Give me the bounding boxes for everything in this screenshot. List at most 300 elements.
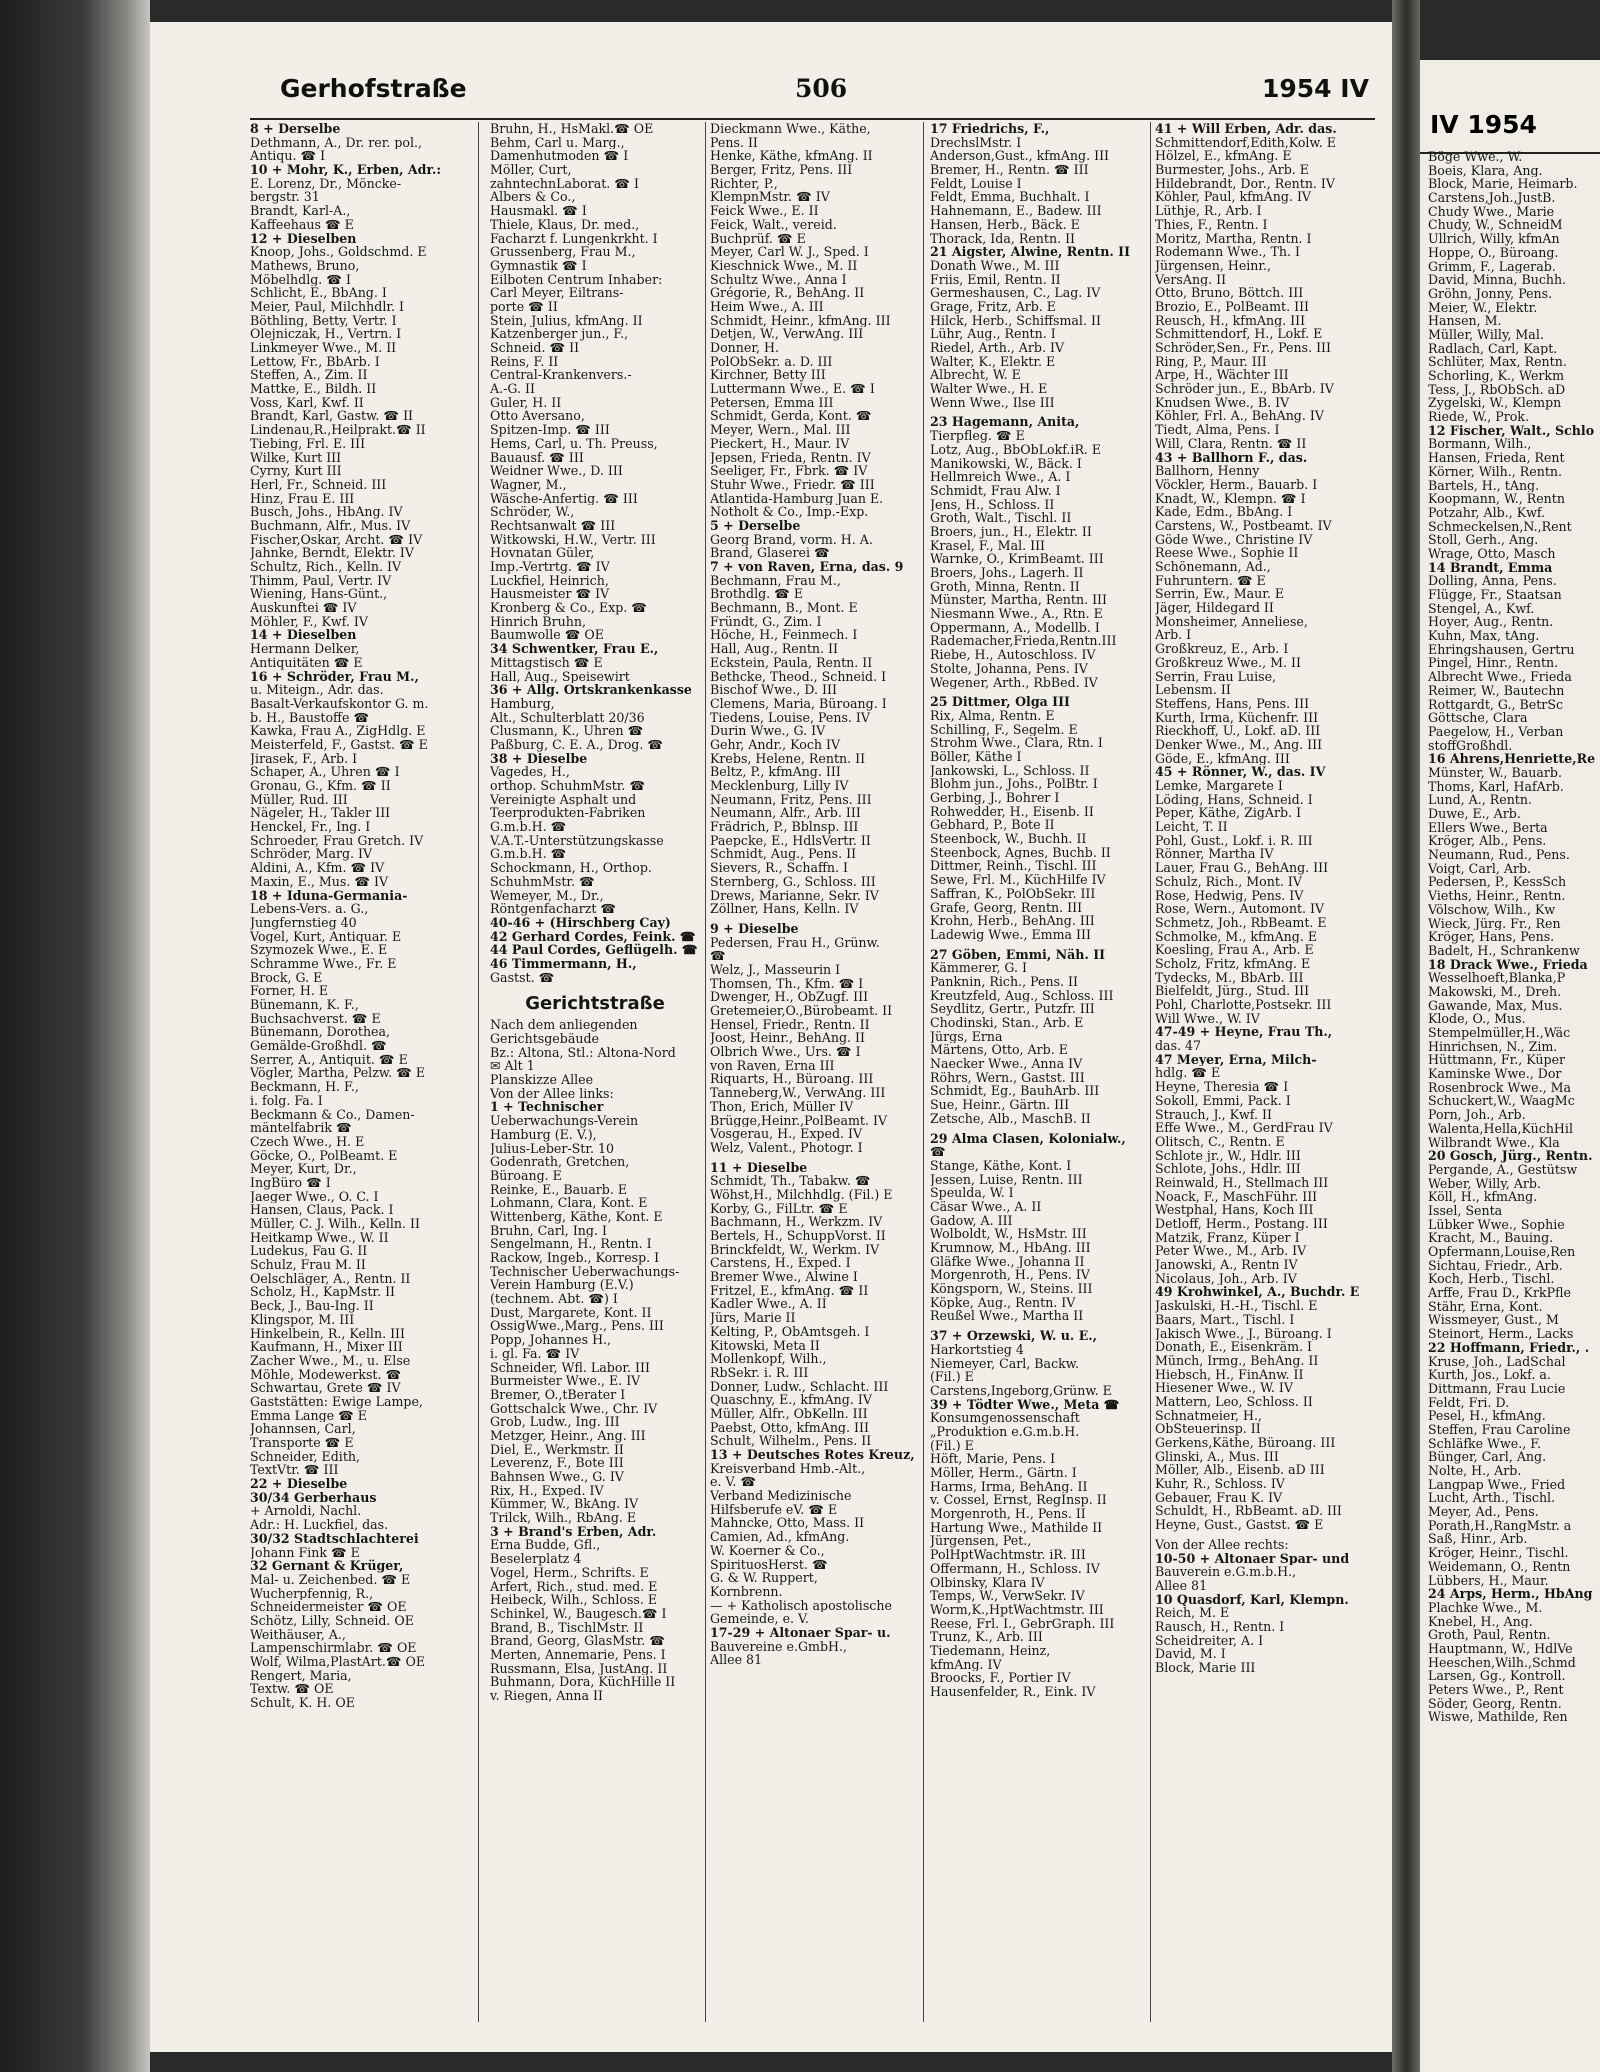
resident-entry: Bachmann, H., Werkzm. IV [710, 1215, 883, 1229]
resident-entry: Voigt, Carl, Arb. [1428, 861, 1532, 876]
resident-entry: Feldt, Emma, Buchhalt. I [930, 190, 1090, 205]
resident-entry: Sichtau, Friedr., Arb. [1428, 1258, 1563, 1273]
resident-entry: Seeliger, Fr., Fbrk. ☎ IV [710, 464, 868, 478]
resident-entry: Rademacher,Frieda,Rentn.III [930, 634, 1117, 649]
resident-entry: Offermann, H., Schloss. IV [930, 1561, 1100, 1576]
resident-entry: Porath,H.,RangMstr. a [1428, 1518, 1572, 1533]
resident-entry: Krohn, Herb., BehAng. III [930, 914, 1095, 928]
resident-entry: Donner, Ludw., Schlacht. III [710, 1379, 889, 1394]
resident-entry: Knadt, W., Klempn. ☎ I [1155, 491, 1306, 506]
resident-entry: Witkowski, H.W., Vertr. III [490, 532, 656, 547]
resident-entry: Ellers Wwe., Berta [1428, 820, 1548, 835]
resident-entry: Hall, Aug., Rentn. II [710, 642, 839, 656]
address-heading: 39 + Tödter Wwe., Meta ☎ [930, 1397, 1120, 1412]
resident-entry: Walenta,Hella,KüchHil [1428, 1121, 1573, 1136]
resident-entry: Meyer, Carl W. J., Sped. I [710, 245, 869, 259]
resident-entry: + Arnoldi, Nachl. [250, 1504, 362, 1519]
resident-entry: Söder, Georg, Rentn. [1428, 1696, 1562, 1711]
resident-entry: Voss, Karl, Kwf. II [250, 395, 364, 410]
resident-entry: Eckstein, Paula, Rentn. II [710, 655, 873, 670]
resident-entry: Burmester, Johs., Arb. E [1155, 163, 1309, 177]
resident-entry: Ballhorn, Henny [1155, 464, 1260, 478]
resident-entry: Wegener, Arth., RbBed. IV [930, 675, 1098, 690]
resident-entry: Schmolke, M., kfmAng. E [1155, 929, 1318, 944]
resident-entry: (Fil.) E [930, 1370, 974, 1384]
resident-entry: Antiqu. ☎ I [250, 149, 326, 164]
resident-entry: Rose, Wern., Automont. IV [1155, 902, 1325, 916]
resident-entry: Hamburg, [490, 696, 555, 711]
resident-entry: Vieths, Heinr., Rentn. [1428, 889, 1566, 903]
address-heading: 46 Timmermann, H., [490, 956, 637, 971]
resident-entry: Märtens, Otto, Arb. E [930, 1043, 1068, 1058]
resident-entry: Germeshausen, C., Lag. IV [930, 286, 1101, 300]
resident-entry: Basalt-Verkaufskontor G. m. [250, 696, 429, 711]
resident-entry: Hinz, Frau E. III [250, 491, 355, 506]
resident-entry: Welz, J., Masseurin I [710, 962, 841, 977]
resident-entry: Wilke, Kurt III [250, 450, 342, 465]
resident-entry: Welz, Valent., Photogr. I [710, 1140, 863, 1155]
resident-entry: Denker Wwe., M., Ang. III [1155, 737, 1323, 752]
resident-entry: Stoll, Gerh., Ang. [1428, 533, 1539, 547]
resident-entry: Pohl, Charlotte,Postsekr. III [1155, 998, 1332, 1012]
section-title: Gerichtstraße [525, 993, 665, 1015]
resident-entry: Schröder,Sen., Fr., Pens. III [1155, 341, 1331, 355]
resident-entry: TextVtr. ☎ III [250, 1463, 339, 1478]
resident-entry: Textw. ☎ OE [250, 1682, 334, 1697]
resident-entry: Wemeyer, M., Dr., [490, 888, 604, 903]
page-number: 506 [795, 74, 848, 103]
resident-entry: Neumann, Fritz, Pens. III [710, 792, 872, 807]
resident-entry: Schroeder, Frau Gretch. IV [250, 833, 424, 848]
address-heading: 43 + Ballhorn F., das. [1155, 450, 1308, 465]
resident-entry: Vöckler, Herm., Bauarb. I [1155, 477, 1318, 492]
facing-column [1428, 150, 1598, 2070]
resident-entry: Hoppe, O., Büroang. [1428, 245, 1559, 260]
resident-entry: Transporte ☎ E [250, 1436, 354, 1450]
resident-entry: Heibeck, Wilh., Schloss. E [490, 1593, 658, 1607]
resident-entry: Schultz Wwe., Anna I [710, 272, 847, 287]
resident-entry: Reinke, E., Bauarb. E [490, 1182, 628, 1197]
resident-entry: Stein, Julius, kfmAng. II [490, 313, 643, 328]
resident-entry: Bechmann, B., Mont. E [710, 601, 858, 615]
resident-entry: Von der Allee rechts: [1155, 1537, 1289, 1552]
resident-entry: Serrer, A., Antiquit. ☎ E [250, 1052, 408, 1067]
resident-entry: Jirasek, F., Arb. I [250, 751, 358, 766]
resident-entry: Verband Medizinische [710, 1489, 852, 1503]
resident-entry: Johann Fink ☎ E [250, 1545, 360, 1560]
resident-entry: Brand, B., TischlMstr. II [490, 1620, 644, 1635]
resident-entry: Chudy, W., SchneidM [1428, 218, 1563, 233]
resident-entry: Niesmann Wwe., A., Rtn. E [930, 607, 1103, 621]
resident-entry: Tanneberg,W., VerwAng. III [710, 1086, 886, 1100]
resident-entry: Schultz, Rich., Kelln. IV [250, 560, 402, 574]
resident-entry: Walter, K., Elektr. E [930, 354, 1056, 369]
resident-entry: Gadow, A. III [930, 1213, 1013, 1228]
resident-entry: Grage, Fritz, Arb. E [930, 299, 1056, 314]
resident-entry: Korby, G., FilLtr. ☎ E [710, 1201, 848, 1216]
resident-entry: Donner, H. [710, 341, 779, 355]
book-spine [1392, 0, 1420, 2072]
resident-entry: Trilck, Wilh., RbAng. E [490, 1511, 637, 1525]
resident-entry: Mollenkopf, Wilh., [710, 1352, 827, 1366]
address-heading: 10 + Mohr, K., Erben, Adr.: [250, 163, 441, 177]
resident-entry: Mahncke, Otto, Mass. II [710, 1516, 865, 1531]
resident-entry: porte ☎ II [490, 299, 558, 314]
resident-entry: Fründt, G., Zim. I [710, 614, 822, 629]
resident-entry: Hölzel, E., kfmAng. E [1155, 149, 1292, 164]
resident-entry: ✉ Alt 1 [490, 1059, 535, 1074]
resident-entry: Hinrichsen, N., Zim. [1428, 1039, 1558, 1054]
resident-entry: Arb. I [1155, 628, 1192, 643]
resident-entry: Wissmeyer, Gust., M [1428, 1313, 1559, 1328]
resident-entry: Luckfiel, Heinrich, [490, 573, 609, 588]
resident-entry: Brothdlg. ☎ E [710, 587, 804, 602]
resident-entry: Reimer, W., Bautechn [1428, 683, 1565, 698]
resident-entry: Moritz, Martha, Rentn. I [1155, 231, 1312, 246]
address-heading: 47 Meyer, Erna, Milch- [1155, 1052, 1317, 1067]
resident-entry: Donath, E., Eisenkräm. I [1155, 1340, 1313, 1354]
resident-entry: Chodinski, Stan., Arb. E [930, 1016, 1084, 1030]
resident-entry: Donath Wwe., M. III [930, 258, 1060, 273]
resident-entry: Schröder, W., [490, 505, 575, 519]
resident-entry: Großkreuz Wwe., M. II [1155, 655, 1301, 670]
resident-entry: Katzenberger jun., F., [490, 327, 629, 341]
resident-entry: Schmittendorf,Edith,Kolw. E [1155, 135, 1336, 150]
resident-entry: Panknin, Rich., Pens. II [930, 974, 1078, 989]
resident-entry: Hellmreich Wwe., A. I [930, 470, 1071, 484]
resident-entry: Gronau, G., Kfm. ☎ II [250, 779, 391, 793]
resident-entry: Schinkel, W., Baugesch.☎ I [490, 1606, 667, 1621]
resident-entry: Wenn Wwe., Ilse III [930, 395, 1055, 410]
resident-entry: Möhler, F., Kwf. IV [250, 614, 368, 629]
resident-entry: Köll, H., kfmAng. [1428, 1190, 1538, 1204]
resident-entry: Schlote jr., W., Hdlr. III [1155, 1148, 1301, 1163]
resident-entry: Pieckert, H., Maur. IV [710, 436, 850, 451]
resident-entry: Tiebing, Frl. E. III [250, 436, 366, 451]
resident-entry: Notholt & Co., Imp.-Exp. [710, 505, 869, 519]
resident-entry: Kade, Edm., BbAng. I [1155, 505, 1293, 519]
resident-entry: Löding, Hans, Schneid. I [1155, 792, 1313, 807]
resident-entry: Gebauer, Frau K. IV [1155, 1490, 1283, 1505]
resident-entry: Hiebsch, H., FinAnw. II [1155, 1367, 1304, 1382]
resident-entry: Dieckmann Wwe., Käthe, [710, 122, 871, 136]
resident-entry: Steffen, Frau Caroline [1428, 1422, 1571, 1437]
resident-entry: orthop. SchuhmMstr. ☎ [490, 779, 646, 793]
resident-entry: Buhmann, Dora, KüchHille II [490, 1675, 676, 1689]
resident-entry: Carstens,Joh.,JustB. [1428, 191, 1556, 205]
resident-entry: Hall, Aug., Speisewirt [490, 669, 630, 684]
resident-entry: Noack, F., MaschFühr. III [1155, 1189, 1318, 1204]
resident-entry: Gymnastik ☎ I [490, 258, 587, 273]
resident-entry: Kracht, M., Bauing. [1428, 1231, 1554, 1245]
resident-entry: kfmAng. IV [930, 1657, 1002, 1672]
resident-entry: Henckel, Fr., Ing. I [250, 820, 371, 834]
resident-entry: Weidner Wwe., D. III [490, 464, 623, 478]
address-heading: 30/32 Stadtschlachterei [250, 1531, 419, 1546]
resident-entry: Albrecht, W. E [930, 368, 1021, 383]
resident-entry: Heyne, Gust., Gastst. ☎ E [1155, 1518, 1324, 1532]
resident-entry: v. Riegen, Anna II [490, 1689, 603, 1703]
resident-entry: ☎ [930, 1145, 946, 1159]
resident-entry: Strauch, J., Kwf. II [1155, 1107, 1272, 1122]
resident-entry: Trunz, K., Arb. III [930, 1630, 1043, 1644]
resident-entry: Böller, Käthe I [930, 749, 1022, 764]
resident-entry: Mittagstisch ☎ E [490, 655, 603, 670]
resident-entry: Harms, Irma, BehAng. II [930, 1479, 1088, 1494]
resident-entry: Nach dem anliegenden [490, 1018, 638, 1032]
resident-entry: Köpke, Aug., Rentn. IV [930, 1295, 1076, 1310]
resident-entry: Müller, Rud. III [250, 792, 348, 807]
facing-page-header: IV 1954 [1430, 110, 1537, 139]
resident-entry: Linkmeyer Wwe., M. II [250, 341, 397, 355]
address-heading: 22 Hoffmann, Friedr., . [1428, 1340, 1590, 1355]
resident-entry: Eilboten Centrum Inhaber: [490, 272, 663, 287]
resident-entry: Meyer, Wern., Mal. III [710, 423, 851, 437]
address-heading: 38 + Dieselbe [490, 751, 588, 766]
resident-entry: Riquarts, H., Büroang. III [710, 1072, 874, 1087]
resident-entry: SpirituosHerst. ☎ [710, 1557, 828, 1572]
resident-entry: Groth, Paul, Rentn. [1428, 1628, 1551, 1642]
resident-entry: Emma Lange ☎ E [250, 1408, 367, 1423]
resident-entry: Rodemann Wwe., Th. I [1155, 245, 1300, 259]
resident-entry: Klode, O., Mus. [1428, 1012, 1526, 1026]
resident-entry: Baars, Mart., Tischl. I [1155, 1312, 1295, 1327]
resident-entry: Rechtsanwalt ☎ III [490, 518, 616, 533]
resident-entry: Larsen, Gg., Kontroll. [1428, 1669, 1566, 1683]
resident-entry: Kämmerer, G. I [930, 961, 1027, 975]
resident-entry: Naecker Wwe., Anna IV [930, 1057, 1083, 1071]
resident-entry: Block, Marie, Heimarb. [1428, 177, 1578, 192]
resident-entry: Schulz, Frau M. II [250, 1258, 366, 1272]
resident-entry: Beselerplatz 4 [490, 1552, 582, 1566]
resident-entry: Blohm jun., Johs., PolBtr. I [930, 777, 1098, 791]
resident-entry: Albrecht Wwe., Frieda [1428, 670, 1572, 684]
resident-entry: Wiening, Hans-Günt., [250, 587, 388, 602]
resident-entry: Verein Hamburg (E.V.) [490, 1278, 634, 1293]
resident-entry: Göde Wwe., Christine IV [1155, 532, 1313, 547]
resident-entry: Russmann, Elsa, JustAng. II [490, 1661, 668, 1676]
resident-entry: Vogel, Kurt, Antiquar. E [250, 929, 402, 944]
resident-entry: Matzik, Franz, Küper I [1155, 1230, 1300, 1245]
resident-entry: Wolboldt, W., HsMstr. III [930, 1227, 1087, 1241]
address-heading: 36 + Allg. Ortskrankenkasse [490, 683, 692, 697]
resident-entry: Jessen, Luise, Rentn. III [930, 1172, 1083, 1187]
resident-entry: Körner, Wilh., Rentn. [1428, 464, 1562, 479]
resident-entry: Koesling, Frau A., Arb. E [1155, 943, 1314, 957]
resident-entry: Kuhn, Max, tAng. [1428, 629, 1540, 643]
resident-entry: Von der Allee links: [490, 1086, 614, 1101]
resident-entry: Münster, Martha, Rentn. III [930, 593, 1107, 608]
resident-entry: Steinort, Herm., Lacks [1428, 1327, 1574, 1341]
resident-entry: Wilbrandt Wwe., Kla [1428, 1135, 1560, 1150]
resident-entry: Niemeyer, Carl, Backw. [930, 1356, 1080, 1371]
resident-entry: Gläfke Wwe., Johanna II [930, 1254, 1085, 1269]
resident-entry: Serrin, Ew., Maur. E [1155, 587, 1285, 602]
resident-entry: Schaper, A., Uhren ☎ I [250, 765, 400, 779]
resident-entry: Schramme Wwe., Fr. E [250, 956, 397, 971]
resident-entry: Schmetz, Joh., RbBeamt. E [1155, 915, 1327, 930]
resident-entry: Klingspor, M. III [250, 1312, 355, 1327]
resident-entry: u. Miteign., Adr. das. [250, 683, 384, 697]
resident-entry: Tiedt, Alma, Pens. I [1155, 423, 1280, 437]
resident-entry: Reins, F. II [490, 354, 559, 369]
resident-entry: Lindenau,R.,Heilprakt.☎ II [250, 423, 426, 437]
resident-entry: Durin Wwe., G. IV [710, 724, 826, 738]
resident-entry: Paegelow, H., Verban [1428, 724, 1564, 739]
resident-entry: Harkortstieg 4 [930, 1342, 1024, 1357]
resident-entry: Vereinigte Asphalt und [490, 792, 637, 807]
resident-entry: Feldt, Louise I [930, 176, 1022, 191]
resident-entry: Hausmeister ☎ IV [490, 587, 610, 602]
resident-entry: Arfert, Rich., stud. med. E [490, 1579, 658, 1594]
resident-entry: SchuhmMstr. ☎ [490, 874, 595, 889]
address-heading: 17 Friedrichs, F., [930, 122, 1050, 136]
resident-entry: Bünemann, K. F., [250, 998, 359, 1012]
resident-entry: Richter, P., [710, 176, 778, 191]
address-heading: 7 + von Raven, Erna, das. 9 [710, 560, 904, 574]
resident-entry: Grafe, Georg, Rentn. III [930, 900, 1083, 915]
resident-entry: E. Lorenz, Dr., Möncke- [250, 176, 402, 191]
resident-entry: Camien, Ad., kfmAng. [710, 1530, 850, 1544]
resident-entry: Rix, H., Exped. IV [490, 1483, 604, 1498]
resident-entry: Johannsen, Carl, [250, 1422, 356, 1436]
resident-entry: Neumann, Rud., Pens. [1428, 848, 1570, 862]
resident-entry: Müller, C. J. Wilh., Kelln. II [250, 1217, 420, 1231]
resident-entry: Bz.: Altona, Stl.: Altona-Nord [490, 1045, 676, 1060]
resident-entry: Steenbock, Agnes, Buchb. II [930, 845, 1111, 860]
resident-entry: zahntechnLaborat. ☎ I [490, 176, 639, 191]
resident-entry: Gerbing, J., Bohrer I [930, 791, 1060, 805]
resident-entry: Müller, Alfr., ObKelln. III [710, 1406, 868, 1421]
resident-entry: A.-G. II [490, 382, 535, 396]
resident-entry: Lucht, Arth., Tischl. [1428, 1491, 1556, 1506]
resident-entry: Kirchner, Betty III [710, 368, 826, 383]
resident-entry: Kurth, Jos., Lokf. a. [1428, 1368, 1551, 1382]
resident-entry: Kaffeehaus ☎ E [250, 217, 354, 232]
resident-entry: Vagedes, H., [490, 765, 570, 779]
resident-entry: Leverenz, F., Bote III [490, 1456, 624, 1470]
resident-entry: Technischer Ueberwachungs- [490, 1264, 680, 1279]
resident-entry: Brock, G. E [250, 970, 323, 985]
resident-entry: Schlote, Johs., Hdlr. III [1155, 1162, 1301, 1176]
resident-entry: Heyne, Theresia ☎ I [1155, 1080, 1289, 1094]
resident-entry: Bünger, Carl, Ang. [1428, 1450, 1547, 1464]
resident-entry: bergstr. 31 [250, 190, 320, 205]
resident-entry: Büroang. E [490, 1168, 562, 1183]
resident-entry: Cäsar Wwe., A. II [930, 1199, 1042, 1214]
resident-entry: Weber, Willy, Arb. [1428, 1176, 1541, 1191]
resident-entry: Hiesener Wwe., W. IV [1155, 1381, 1293, 1395]
resident-entry: Köhler, Paul, kfmAng. IV [1155, 190, 1312, 205]
resident-entry: Jürgensen, Pet., [930, 1534, 1032, 1549]
resident-entry: Stange, Käthe, Kont. I [930, 1158, 1072, 1173]
resident-entry: Schmidt, Gerda, Kont. ☎ [710, 409, 872, 424]
resident-entry: Kieschnick Wwe., M. II [710, 258, 858, 273]
resident-entry: Central-Krankenvers.- [490, 368, 632, 383]
resident-entry: Aldini, A., Kfm. ☎ IV [250, 861, 385, 875]
resident-entry: Bremer, H., Rentn. ☎ III [930, 163, 1089, 177]
resident-entry: Dittmann, Frau Lucie [1428, 1381, 1566, 1396]
resident-entry: Bartels, H., tAng. [1428, 478, 1540, 493]
resident-entry: Gawande, Max, Mus. [1428, 998, 1563, 1013]
resident-entry: Leicht, T. II [1155, 820, 1228, 834]
resident-entry: i. folg. Fa. I [250, 1093, 323, 1108]
column-divider [923, 122, 924, 2022]
resident-entry: Lebensm. II [1155, 683, 1231, 697]
resident-entry: VersAng. II [1155, 272, 1227, 287]
resident-entry: Adr.: H. Luckfiel, das. [250, 1518, 389, 1532]
resident-entry: Krebs, Helene, Rentn. II [710, 751, 866, 766]
resident-entry: Wagner, M., [490, 477, 567, 492]
resident-entry: Bauverein e.G.m.b.H., [1155, 1565, 1297, 1579]
address-heading: 18 + Iduna-Germania- [250, 888, 408, 903]
resident-entry: Schuldt, H., RbBeamt. aD. III [1155, 1504, 1342, 1519]
resident-entry: Gebhard, P., Bote II [930, 818, 1055, 833]
resident-entry: Tiedemann, Heinz, [930, 1643, 1051, 1658]
resident-entry: PolHptWachtmstr. iR. III [930, 1548, 1086, 1562]
resident-entry: Reusch, H., kfmAng. III [1155, 313, 1306, 328]
resident-entry: Rieckhoff, U., Lokf. aD. III [1155, 724, 1321, 738]
resident-entry: ObSteuerinsp. II [1155, 1422, 1261, 1436]
resident-entry: Wöhst,H., Milchhdlg. (Fil.) E [710, 1187, 893, 1202]
resident-entry: Meyer, Kurt, Dr., [250, 1162, 357, 1176]
column-divider [478, 122, 479, 2022]
resident-entry: Ring, P., Maur. III [1155, 354, 1267, 369]
resident-entry: Lampenschirmlabr. ☎ OE [250, 1641, 417, 1655]
resident-entry: v. Cossel, Ernst, RegInsp. II [930, 1493, 1107, 1508]
resident-entry: Jäger, Hildegard II [1155, 601, 1274, 615]
resident-entry: Detjen, W., VerwAng. III [710, 327, 864, 341]
resident-entry: Broocks, F., Portier IV [930, 1671, 1071, 1685]
resident-entry: Feick, Walt., vereid. [710, 217, 837, 232]
resident-entry: Sengelmann, H., Rentn. I [490, 1237, 652, 1251]
resident-entry: Steenbock, W., Buchh. II [930, 832, 1087, 846]
resident-entry: Stolte, Johanna, Pens. IV [930, 661, 1088, 676]
resident-entry: Nolte, H., Arb. [1428, 1464, 1522, 1478]
resident-entry: Hausenfelder, R., Eink. IV [930, 1685, 1096, 1699]
resident-entry: Riede, W., Prok. [1428, 410, 1529, 424]
resident-entry: Hermann Delker, [250, 642, 360, 656]
resident-entry: Behm, Carl u. Marg., [490, 135, 625, 150]
resident-entry: Brand, Glaserei ☎ [710, 546, 830, 560]
resident-entry: Brandt, Karl-A., [250, 204, 351, 218]
resident-entry: Kaminske Wwe., Dor [1428, 1067, 1562, 1081]
resident-entry: Schult, Wilhelm., Pens. II [710, 1434, 872, 1448]
resident-entry: Pergande, A., Gestütsw [1428, 1162, 1578, 1177]
resident-entry: Thomsen, Th., Kfm. ☎ I [710, 976, 864, 991]
resident-entry: Sokoll, Emmi, Pack. I [1155, 1093, 1291, 1108]
resident-entry: Wiswe, Mathilde, Ren [1428, 1710, 1568, 1725]
resident-entry: Chudy Wwe., Marie [1428, 204, 1555, 219]
resident-entry: Facharzt f. Lungenkrkht. I [490, 231, 658, 246]
resident-entry: IngBüro ☎ I [250, 1175, 331, 1190]
resident-entry: Ladewig Wwe., Emma III [930, 927, 1091, 942]
resident-entry: Joost, Heinr., BehAng. II [710, 1031, 866, 1046]
address-heading: 49 Krohwinkel, A., Buchdr. E [1155, 1285, 1360, 1300]
resident-entry: Wesselhoeft,Blanka,P [1428, 971, 1566, 985]
resident-entry: V.A.T.-Unterstützungskasse [490, 833, 664, 848]
resident-entry: Broers, jun., H., Elektr. II [930, 524, 1092, 539]
resident-entry: Dittmer, Reinh., Tischl. III [930, 859, 1097, 874]
resident-entry: Steffens, Hans, Pens. III [1155, 696, 1310, 711]
resident-entry: Pedersen, P., KessSch [1428, 875, 1567, 890]
resident-entry: Schneid. ☎ II [490, 341, 580, 355]
resident-entry: Schönemann, Ad., [1155, 560, 1271, 574]
resident-entry: (technem. Abt. ☎) I [490, 1292, 618, 1306]
resident-entry: Beltz, P., kfmAng. III [710, 765, 841, 779]
resident-entry: Quaschny, E., kfmAng. IV [710, 1393, 872, 1407]
address-heading: 32 Gernant & Krüger, [250, 1559, 404, 1573]
